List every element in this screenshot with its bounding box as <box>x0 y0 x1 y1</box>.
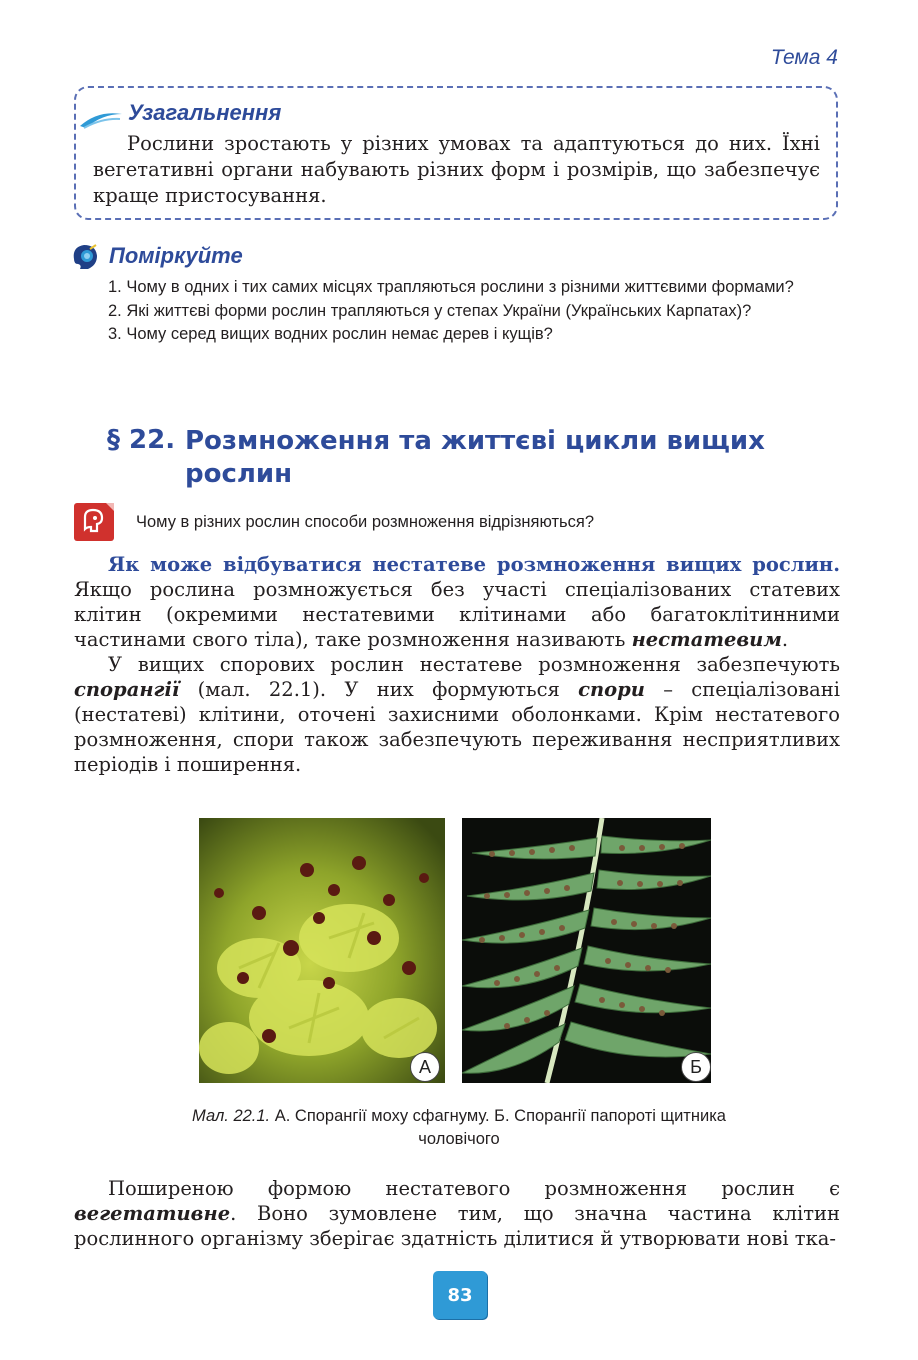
question-item: 1. Чому в одних і тих самих місцях трапляються рослини з різними життєвими формами? <box>108 278 794 296</box>
paragraph-3: Поширеною формою нестатевого розмноження рослин є вегетативне. Воно зумовлене тим, що значна частина клітин рослинного організму зберігає здатність ділитися й утворювати нові тка- <box>74 1177 840 1250</box>
page-number: 83 <box>433 1271 487 1319</box>
question-alert-icon <box>73 501 117 543</box>
figure-label-a: А <box>410 1052 440 1082</box>
term-spores: спори <box>578 678 645 701</box>
caption-ref: Мал. 22.1. <box>192 1107 271 1125</box>
think-title: Поміркуйте <box>109 243 243 268</box>
section-title: Розмноження та життєві цикли вищих рослин <box>185 426 765 489</box>
theme-label: Тема 4 <box>770 46 838 69</box>
section-number: § 22. <box>107 425 176 455</box>
summary-title: Узагальнення <box>128 100 282 125</box>
question-list <box>74 276 840 347</box>
figure-label-b: Б <box>681 1052 711 1082</box>
figure-caption: Мал. 22.1. А. Спорангії моху сфагнуму. Б. Спорангії папороті щитника чоловічого <box>192 1107 726 1148</box>
term-vegetative: вегетативне <box>74 1202 231 1225</box>
body-paragraph-3 <box>74 1176 840 1251</box>
summary-text: Рослини зростають у різних умовах та адаптуються до них. Їхні вегетативні органи набувають різних форм і розмірів, що забезпечує краще пристосування. <box>93 132 820 207</box>
question-item: 2. Які життєві форми рослин трапляються у степах України (Українських Карпатах)? <box>108 301 752 320</box>
question-item: 3. Чому серед вищих водних рослин немає дерев і кущів? <box>108 325 553 343</box>
paragraph-2: У вищих спорових рослин нестатеве розмноження забезпечують спорангії (мал. 22.1). У них формуються спори – спеціалізовані (нестатеві) клітини, оточені захисними оболонками. Крім нестатевого розмноження, спори також забезпечують переживання несприятливих періодів і поширення. <box>74 653 840 776</box>
term-asexual: нестатевим <box>631 628 782 651</box>
summary-swoosh-icon <box>78 108 124 130</box>
figure-moss-photo <box>199 818 445 1083</box>
paragraph-1: Як може відбуватися нестатеве розмноження вищих рослин. Якщо рослина розмножується без участі спеціалізованих статевих клітин (окремими нестатевими клітинами або багатоклітинними частинами свого тіла), таке розмноження називають нестатевим. <box>74 553 840 651</box>
figure-fern-photo <box>462 818 711 1083</box>
body-paragraphs <box>74 552 840 777</box>
think-head-icon <box>70 243 100 271</box>
term-sporangia: спорангії <box>74 678 180 701</box>
key-question: Чому в різних рослин способи розмноження відрізняються? <box>136 513 595 531</box>
paragraph-lead: Як може відбуватися нестатеве розмноження вищих рослин. <box>108 553 840 576</box>
